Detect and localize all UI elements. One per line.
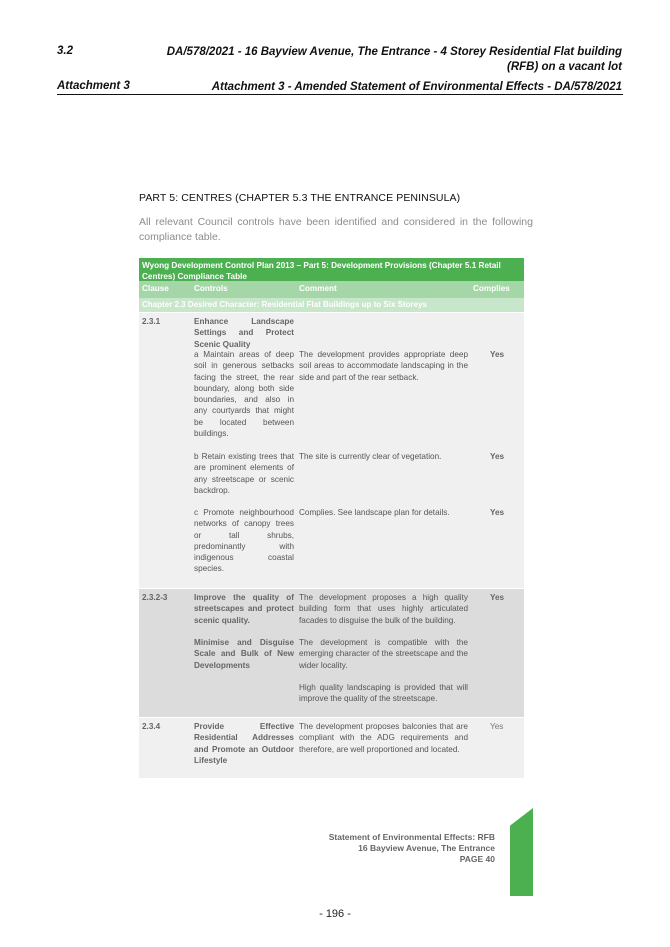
table-row [139, 313, 524, 588]
complies-value: Yes [490, 452, 505, 461]
control-heading: Enhance Landscape Settings and Protect Scenic Quality [194, 317, 294, 349]
control-text: c Promote neighbourhood networks of canopy trees or tall shrubs, predominantly with indigenous coastal species. [194, 508, 294, 574]
control-text: Improve the quality of streetscapes and protect scenic quality. [194, 593, 294, 625]
complies-value: Yes [490, 722, 504, 731]
section-heading: Chapter 2.3 Desired Character: Residential Flat Buildings up to Six Storeys [139, 298, 524, 312]
table-row [139, 718, 524, 778]
table-column-headers [139, 281, 524, 298]
intro-paragraph: All relevant Council controls have been identified and considered in the following compliance table. [139, 216, 533, 243]
comment-text: The development proposes a high quality building form that uses highly articulated facades to disguise the bulk of the building. [299, 593, 468, 625]
column-header-comment: Comment [299, 284, 337, 293]
agenda-header [57, 45, 622, 77]
part-title: PART 5: CENTRES (CHAPTER 5.3 THE ENTRANCE PENINSULA) [139, 192, 461, 204]
control-text: Minimise and Disguise Scale and Bulk of New Developments [194, 638, 294, 670]
clause-number: 2.3.4 [142, 722, 161, 731]
table-title: Wyong Development Control Plan 2013 – Part 5: Development Provisions (Chapter 5.1 Retail Centres) Compliance Table [139, 258, 524, 281]
column-header-clause: Clause [142, 284, 169, 293]
item-number: 3.2 [57, 45, 73, 57]
column-header-controls: Controls [194, 284, 228, 293]
control-text: a Maintain areas of deep soil in generous setbacks facing the street, the rear boundary, along both side boundaries, and also in any courtyards that might be located between buildings. [194, 350, 294, 439]
page-number: - 196 - [319, 908, 351, 920]
green-tab-decoration [510, 808, 533, 896]
comment-text: The development provides appropriate deep soil areas to accommodate landscaping in the side and part of the rear setback. [299, 350, 468, 382]
header-rule [57, 94, 623, 95]
complies-value: Yes [490, 593, 505, 602]
comment-text: High quality landscaping is provided that will improve the quality of the streetscape. [299, 683, 468, 704]
attachment-label: Attachment 3 [57, 80, 130, 92]
compliance-table [139, 258, 524, 778]
clause-number: 2.3.1 [142, 317, 161, 326]
control-text: Provide Effective Residential Addresses and Promote an Outdoor Lifestyle [194, 722, 294, 765]
attachment-title: Attachment 3 - Amended Statement of Environmental Effects - DA/578/2021 [211, 81, 622, 93]
control-text: b Retain existing trees that are prominent elements of any streetscape or scenic backdrop. [194, 452, 294, 495]
comment-text: The site is currently clear of vegetation. [299, 452, 442, 461]
attachment-header [57, 80, 622, 94]
table-row [139, 589, 524, 717]
column-header-complies: Complies [473, 284, 510, 293]
complies-value: Yes [490, 508, 505, 517]
comment-text: Complies. See landscape plan for details. [299, 508, 450, 517]
clause-number: 2.3.2-3 [142, 593, 168, 602]
complies-value: Yes [490, 350, 505, 359]
item-title: DA/578/2021 - 16 Bayview Avenue, The Entrance - 4 Storey Residential Flat building (RFB) on a vacant lot [166, 46, 622, 73]
document-footer: Statement of Environmental Effects: RFB 16 Bayview Avenue, The Entrance PAGE 40 [328, 832, 495, 864]
comment-text: The development is compatible with the emerging character of the streetscape and the wider locality. [299, 638, 468, 670]
comment-text: The development proposes balconies that are compliant with the ADG requirements and therefore, are well proportioned and located. [299, 722, 468, 754]
